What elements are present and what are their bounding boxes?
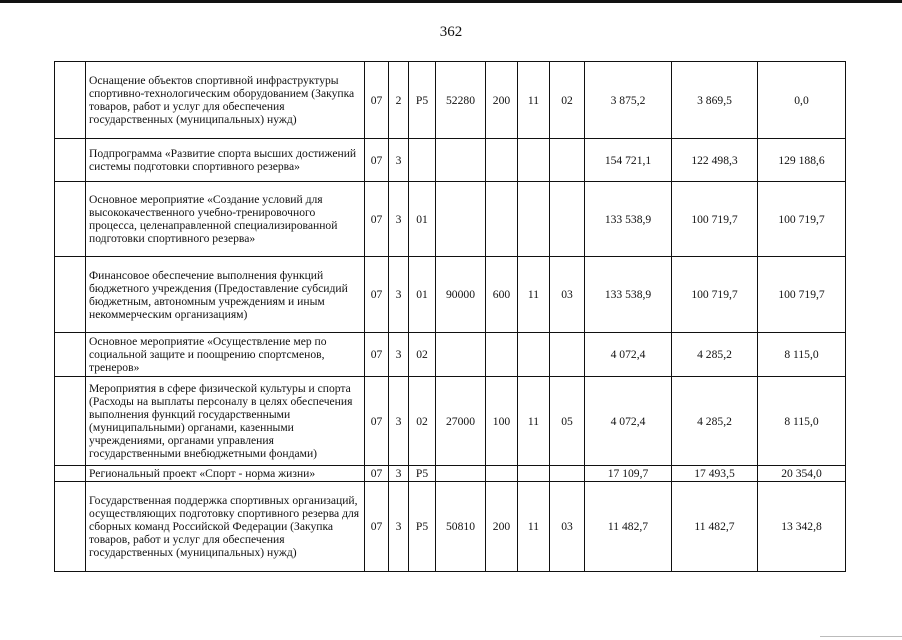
- page-number: 362: [439, 24, 463, 40]
- amount-1: 4 072,4: [585, 377, 672, 466]
- subsection-code: 3: [389, 466, 409, 482]
- amount-3: 13 342,8: [758, 482, 846, 572]
- table-row: [55, 333, 846, 377]
- scan-edge-line: [820, 636, 902, 637]
- target-article-part2: [436, 182, 486, 257]
- blank-cell: [55, 466, 86, 482]
- table-row: [55, 257, 846, 333]
- subsection-code: 3: [389, 257, 409, 333]
- target-article-part1: P5: [409, 482, 436, 572]
- target-article-part1: P5: [409, 466, 436, 482]
- amount-1: 11 482,7: [585, 482, 672, 572]
- amount-2: 4 285,2: [672, 333, 758, 377]
- amount-3: 20 354,0: [758, 466, 846, 482]
- code-1: [518, 466, 550, 482]
- row-name: Оснащение объектов спортивной инфраструктуры спортивно-технологическим оборудованием (Закупка товаров, работ и услуг для обеспечения государственных (муниципальных) нужд): [86, 62, 365, 139]
- amount-2: 100 719,7: [672, 182, 758, 257]
- target-article-part2: 27000: [436, 377, 486, 466]
- subsection-code: 3: [389, 482, 409, 572]
- row-name: Основное мероприятие «Осуществление мер по социальной защите и поощрению спортсменов, тренеров»: [86, 333, 365, 377]
- target-article-part2: 90000: [436, 257, 486, 333]
- section-code: 07: [365, 333, 389, 377]
- expense-type: [486, 139, 518, 182]
- code-1: 11: [518, 482, 550, 572]
- budget-table: [54, 61, 846, 572]
- table-row: [55, 466, 846, 482]
- row-name: Основное мероприятие «Создание условий для высококачественного учебно-тренировочного процесса, целенаправленной специализированной подготовки спортивного резерва»: [86, 182, 365, 257]
- code-2: [550, 333, 585, 377]
- target-article-part1: 02: [409, 377, 436, 466]
- amount-1: 17 109,7: [585, 466, 672, 482]
- amount-3: 0,0: [758, 62, 846, 139]
- code-1: 11: [518, 377, 550, 466]
- section-code: 07: [365, 482, 389, 572]
- expense-type: [486, 333, 518, 377]
- code-2: [550, 182, 585, 257]
- amount-2: 11 482,7: [672, 482, 758, 572]
- target-article-part2: 50810: [436, 482, 486, 572]
- code-1: [518, 182, 550, 257]
- subsection-code: 2: [389, 62, 409, 139]
- table-row: [55, 182, 846, 257]
- blank-cell: [55, 377, 86, 466]
- subsection-code: 3: [389, 377, 409, 466]
- amount-2: 3 869,5: [672, 62, 758, 139]
- section-code: 07: [365, 257, 389, 333]
- top-rule: [0, 0, 902, 3]
- amount-1: 3 875,2: [585, 62, 672, 139]
- table-row: [55, 377, 846, 466]
- target-article-part2: [436, 333, 486, 377]
- expense-type: [486, 466, 518, 482]
- subsection-code: 3: [389, 139, 409, 182]
- target-article-part2: [436, 466, 486, 482]
- target-article-part1: 02: [409, 333, 436, 377]
- amount-1: 133 538,9: [585, 257, 672, 333]
- table-row: [55, 139, 846, 182]
- amount-2: 100 719,7: [672, 257, 758, 333]
- row-name: Мероприятия в сфере физической культуры и спорта (Расходы на выплаты персоналу в целях обеспечения выполнения функций государственными (муниципальными) органами, казенными учреждениями, органами управления государственными внебюджетными фондами): [86, 377, 365, 466]
- code-2: 05: [550, 377, 585, 466]
- section-code: 07: [365, 139, 389, 182]
- target-article-part1: [409, 139, 436, 182]
- blank-cell: [55, 62, 86, 139]
- amount-1: 133 538,9: [585, 182, 672, 257]
- blank-cell: [55, 257, 86, 333]
- expense-type: 100: [486, 377, 518, 466]
- section-code: 07: [365, 377, 389, 466]
- amount-1: 4 072,4: [585, 333, 672, 377]
- table-row: [55, 62, 846, 139]
- table-row: [55, 482, 846, 572]
- code-2: 02: [550, 62, 585, 139]
- expense-type: [486, 182, 518, 257]
- amount-3: 8 115,0: [758, 333, 846, 377]
- blank-cell: [55, 139, 86, 182]
- amount-2: 122 498,3: [672, 139, 758, 182]
- amount-3: 8 115,0: [758, 377, 846, 466]
- section-code: 07: [365, 62, 389, 139]
- subsection-code: 3: [389, 333, 409, 377]
- section-code: 07: [365, 466, 389, 482]
- target-article-part1: 01: [409, 257, 436, 333]
- subsection-code: 3: [389, 182, 409, 257]
- blank-cell: [55, 182, 86, 257]
- amount-3: 129 188,6: [758, 139, 846, 182]
- amount-1: 154 721,1: [585, 139, 672, 182]
- expense-type: 200: [486, 62, 518, 139]
- code-1: 11: [518, 62, 550, 139]
- target-article-part2: 52280: [436, 62, 486, 139]
- target-article-part1: P5: [409, 62, 436, 139]
- amount-3: 100 719,7: [758, 257, 846, 333]
- target-article-part1: 01: [409, 182, 436, 257]
- target-article-part2: [436, 139, 486, 182]
- amount-2: 17 493,5: [672, 466, 758, 482]
- code-1: 11: [518, 257, 550, 333]
- code-2: [550, 466, 585, 482]
- row-name: Подпрограмма «Развитие спорта высших достижений системы подготовки спортивного резерва»: [86, 139, 365, 182]
- code-1: [518, 333, 550, 377]
- expense-type: 600: [486, 257, 518, 333]
- row-name: Региональный проект «Спорт - норма жизни»: [86, 466, 365, 482]
- amount-2: 4 285,2: [672, 377, 758, 466]
- code-2: [550, 139, 585, 182]
- blank-cell: [55, 333, 86, 377]
- code-2: 03: [550, 257, 585, 333]
- row-name: Государственная поддержка спортивных организаций, осуществляющих подготовку спортивного резерва для сборных команд Российской Федерации (Закупка товаров, работ и услуг для обеспечения государственных (муниципальных) нужд): [86, 482, 365, 572]
- section-code: 07: [365, 182, 389, 257]
- row-name: Финансовое обеспечение выполнения функций бюджетного учреждения (Предоставление субсидий бюджетным, автономным учреждениям и иным некоммерческим организациям): [86, 257, 365, 333]
- code-2: 03: [550, 482, 585, 572]
- expense-type: 200: [486, 482, 518, 572]
- code-1: [518, 139, 550, 182]
- blank-cell: [55, 482, 86, 572]
- amount-3: 100 719,7: [758, 182, 846, 257]
